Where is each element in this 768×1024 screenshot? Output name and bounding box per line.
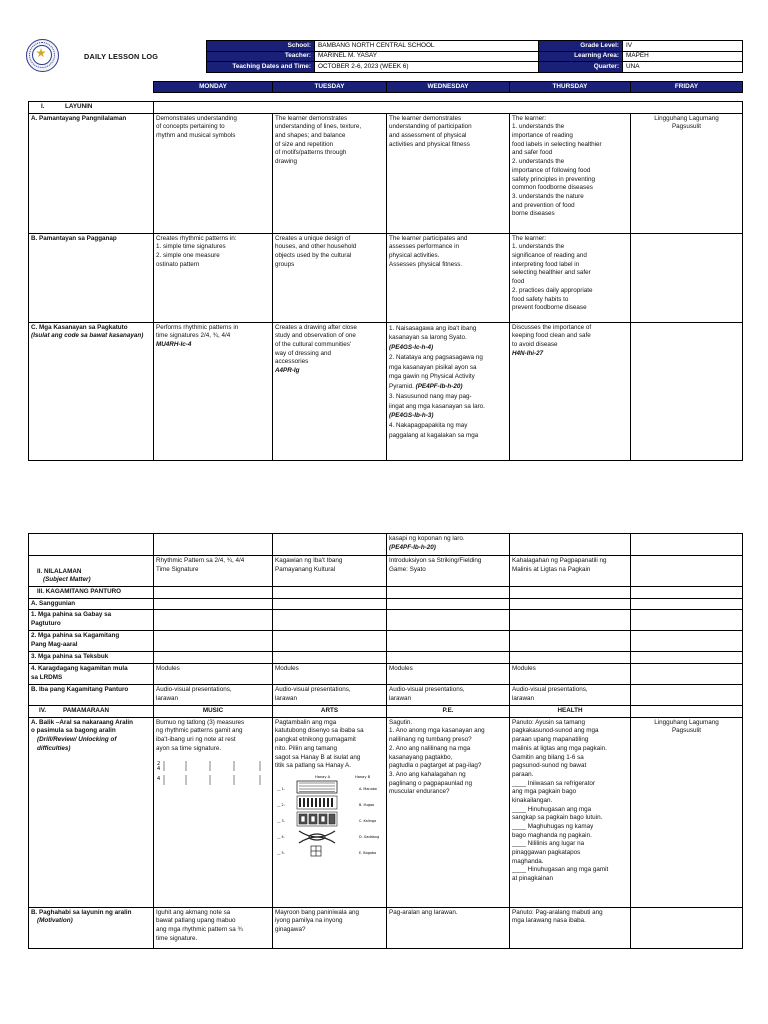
- design-1-icon: [297, 781, 337, 793]
- hanay-a-label: Hanay A: [315, 774, 331, 779]
- row-label-sanggunian: A. Sanggunian: [29, 598, 154, 610]
- hanay-b-choice-e: E. Bagobo: [359, 850, 377, 855]
- cell-motivation-fri: [631, 907, 743, 948]
- cell-content-std-fri: Lingguhang Lagumang Pagsusulit: [631, 113, 743, 233]
- row-label-gabay-pagtuturo: 1. Mga pahina sa Gabay sa Pagtuturo: [29, 610, 154, 631]
- row-label-balik-aral: A. Balik –Aral sa nakaraang Aralin o pasimula sa bagong aralin (Drill/Review/ Unlocking of difficulties): [29, 717, 154, 907]
- code-wed-2: (PE4PF-Ib-h-20): [415, 383, 463, 391]
- svg-text:4: 4: [157, 775, 161, 782]
- design-3-icon: [297, 812, 337, 826]
- day-thursday: THURSDAY: [510, 82, 631, 93]
- hanay-b-label: Hanay B: [355, 774, 371, 779]
- row-label-iba-pang-kagamitan: B. Iba pang Kagamitang Panturo: [29, 685, 154, 706]
- svg-text:4: 4: [157, 765, 161, 772]
- hanay-b-choice-c: C. Kalinga: [359, 818, 377, 823]
- day-friday: FRIDAY: [631, 82, 743, 93]
- hanay-b-choice-b: B. Ifugao: [359, 802, 375, 807]
- code-wed-4: (PE4PF-Ib-h-20): [389, 543, 436, 551]
- svg-text:__ 5.: __ 5.: [277, 850, 285, 855]
- cell-subject-wed: Introduksiyon sa Striking/Fielding Game: Syato: [387, 556, 510, 587]
- cell-subject-tue: Kagawian ng Iba't Ibang Pamayanang Kultural: [273, 556, 387, 587]
- section-pamamaraan-header: IV. PAMAMARAAN: [29, 706, 154, 718]
- svg-text:__ 2.: __ 2.: [277, 802, 285, 807]
- cell-review-fri: Lingguhang Lagumang Pagsusulit: [631, 717, 743, 907]
- cell-motivation-wed: Pag-aralan ang larawan.: [387, 907, 510, 948]
- quarter-label: Quarter:: [539, 62, 623, 73]
- cell-content-std-tue: The learner demonstrates understanding of lines, texture, and shapes; and balance of size and repetition of motifs/patterns through drawing: [273, 113, 387, 233]
- cell-competency-thu: Discusses the importance of keeping food clean and safe to avoid disease H4N-Ihi-27: [510, 322, 631, 460]
- hanay-b-choice-a: A. Manobo: [359, 786, 377, 791]
- lesson-log-header: [26, 38, 742, 73]
- hanay-b-choice-d: D. Gaddang: [359, 834, 380, 839]
- deped-seal-logo: [26, 39, 59, 72]
- cell-performance-tue: Creates a unique design of houses, and other household objects used by the cultural groups: [273, 233, 387, 322]
- cell-competency-tue: Creates a drawing after close study and observation of one of the cultural communities' way of dressing and accessories A4PR-Ig: [273, 322, 387, 460]
- cell-performance-fri: [631, 233, 743, 322]
- learning-area-label: Learning Area:: [539, 51, 623, 62]
- cell-content-std-mon: Demonstrates understanding of concepts pertaining to rhythm and musical symbols: [154, 113, 273, 233]
- cell-continuation-wed: kasapi ng koponan ng laro. (PE4PF-Ib-h-20): [387, 534, 510, 556]
- subject-header-arts: ARTS: [273, 706, 387, 718]
- cell-competency-mon: Performs rhythmic patterns in time signatures 2/4, ¾, 4/4 MU4RH-Ic-4: [154, 322, 273, 460]
- subject-header-health: HEALTH: [510, 706, 631, 718]
- design-4-icon: [299, 831, 335, 843]
- quarter-value: UNA: [623, 62, 743, 73]
- school-label: School:: [207, 41, 315, 52]
- lesson-plan-table-page-2: [28, 533, 743, 949]
- cell-review-wed: Sagutin. 1. Ano anong mga kasanayan ang nalilinang ng tumbang preso? 2. Ano ang nalilinang na mga kasanayang pagtakbo, pagtudla o pagtarget at pag-ilag? 3. Ano ang kahalagahan ng paglinang o pagpapaunlad ng muscular endurance?: [387, 717, 510, 907]
- cell-content-std-thu: The learner: 1. understands the importance of reading food labels in selecting healthier and safer food 2. understands the importance of following food safety principles in preventing common foodborne diseases 3. understands the nature and prevention of food borne diseases: [510, 113, 631, 233]
- row-label-paghahabi: B. Paghahabi sa layunin ng aralin (Motivation): [29, 907, 154, 948]
- cell-other-materials-tue: Audio-visual presentations, larawan: [273, 685, 387, 706]
- grade-value: IV: [623, 41, 743, 52]
- row-label-kagamitang-mag-aaral: 2. Mga pahina sa Kagamitang Pang Mag-aaral: [29, 631, 154, 652]
- cell-lrdms-mon: Modules: [154, 664, 273, 685]
- cell-subject-fri: [631, 556, 743, 587]
- svg-text:__ 4.: __ 4.: [277, 834, 285, 839]
- cell-competency-wed: 1. Naisasagawa ang iba't ibang kasanayan sa larong Syato. (PE4GS-Ic-h-4) 2. Natataya ang pagsasagawa ng mga kasanayan pisikal ayon sa mga gawin ng Physical Activity Pyramid. (PE4PF-Ib-h-20) 3. Nasusunod nang may pag- iingat ang mga kasanayan sa laro. (PE4GS-Ib-h-3) 4. Nakapagpapakita ng may paggalang at kagalakan sa mga: [387, 322, 510, 460]
- cell-performance-mon: Creates rhythmic patterns in: 1. simple time signatures 2. simple one measure ostinato pattern: [154, 233, 273, 322]
- row-label-pamantayan-sa-pagganap: B. Pamantayan sa Pagganap: [29, 233, 154, 322]
- cell-performance-wed: The learner participates and assesses performance in physical activities. Assesses physical fitness.: [387, 233, 510, 322]
- subject-header-music: MUSIC: [154, 706, 273, 718]
- objectives-table: [28, 101, 743, 461]
- section-layunin-header: I. LAYUNIN: [29, 102, 154, 114]
- design-2-icon: [297, 796, 337, 809]
- cell-performance-thu: The learner: 1. understands the significance of reading and interpreting food label in selecting healthier and safer food 2. practices daily appropriate food safety habits to prevent foodborne disease: [510, 233, 631, 322]
- cell-review-mon: Bumuo ng tatlong (3) measures ng rhythmic patterns gamit ang iba't-ibang uri ng note at rest ayon sa time signature. 2 4 4: [154, 717, 273, 907]
- cell-review-thu: Panuto: Ayusin sa tamang pagkakasunod-sunod ang mga paraan upang mapanatiling malinis at ligtas ang mga pagkain. Gamitin ang bilang 1-6 sa pagsunod-sunod ng bawat paraan. ____ Iniiwasan sa refrigerator ang mga pagkain bago kinakailangan. ____ Hinuhugasan ang mga sangkap sa pagkain bago lutuin. ____ Maghuhugas ng kamay bago maghanda ng pagkain. ____ Nililinis ang lugar na pinaggawan pagkatapos maghanda. ____ Hinuhugasan ang mga gamit at pinagkainan: [510, 717, 631, 907]
- svg-text:__ 3.: __ 3.: [277, 818, 285, 823]
- code-wed-1: (PE4GS-Ic-h-4): [389, 344, 434, 352]
- document-title: DAILY LESSON LOG: [84, 52, 159, 61]
- cell-subject-mon: Rhythmic Pattern sa 2/4, ¾, 4/4 Time Signature: [154, 556, 273, 587]
- code-mon: MU4RH-Ic-4: [156, 341, 192, 349]
- cell-motivation-thu: Panuto: Pag-aralang mabuti ang mga larawang nasa ibaba.: [510, 907, 631, 948]
- school-value: BAMBANG NORTH CENTRAL SCHOOL: [315, 41, 539, 52]
- code-wed-3: (PE4GS-Ib-h-3): [389, 412, 434, 420]
- svg-text:2: 2: [157, 760, 161, 767]
- row-label-pamantayang-pangnilalaman: A. Pamantayang Pangnilalaman: [29, 113, 154, 233]
- code-tue: A4PR-Ig: [275, 367, 300, 375]
- day-wednesday: WEDNESDAY: [387, 82, 510, 93]
- cell-lrdms-thu: Modules: [510, 664, 631, 685]
- cell-competency-fri: [631, 322, 743, 460]
- cell-lrdms-tue: Modules: [273, 664, 387, 685]
- teacher-value: MARINEL M. YASAY: [315, 51, 539, 62]
- ethnic-design-matching-figure: [275, 773, 385, 859]
- day-tuesday: TUESDAY: [273, 82, 387, 93]
- time-signature-measures-figure: [156, 757, 266, 787]
- cell-other-materials-thu: Audio-visual presentations, larawan: [510, 685, 631, 706]
- dates-value: OCTOBER 2-6, 2023 (WEEK 6): [315, 62, 539, 73]
- row-label-nilalaman: II. NILALAMAN (Subject Matter): [29, 556, 154, 587]
- cell-motivation-tue: Mayroon bang paniniwala ang iyong pamilya na inyong ginagawa?: [273, 907, 387, 948]
- info-table: [206, 40, 743, 73]
- subject-header-pe: P.E.: [387, 706, 510, 718]
- teacher-label: Teacher:: [207, 51, 315, 62]
- section-kagamitang-panturo-header: III. KAGAMITANG PANTURO: [29, 587, 154, 599]
- cell-motivation-mon: Iguhit ang akmang note sa bawat patlang upang mabuo ang mga rhythmic pattern sa ¾ time signature.: [154, 907, 273, 948]
- day-monday: MONDAY: [154, 82, 273, 93]
- row-label-teksbuk: 3. Mga pahina sa Teksbuk: [29, 652, 154, 664]
- row-label-lrdms: 4. Karagdagang kagamitan mula sa LRDMS: [29, 664, 154, 685]
- row-label-mga-kasanayan: C. Mga Kasanayan sa Pagkatuto (Isulat ang code sa bawat kasanayan): [29, 322, 154, 460]
- cell-other-materials-wed: Audio-visual presentations, larawan: [387, 685, 510, 706]
- row-label-mga-kasanayan-sub: (Isulat ang code sa bawat kasanayan): [31, 332, 144, 340]
- cell-subject-thu: Kahalagahan ng Pagpapanatili ng Malinis at Ligtas na Pagkain: [510, 556, 631, 587]
- svg-text:__ 1.: __ 1.: [277, 786, 285, 791]
- design-5-icon: [311, 846, 321, 856]
- cell-other-materials-mon: Audio-visual presentations, larawan: [154, 685, 273, 706]
- dates-label: Teaching Dates and Time:: [207, 62, 315, 73]
- grade-label: Grade Level:: [539, 41, 623, 52]
- cell-review-tue: Pagtambalin ang mga katutubong disenyo sa ibaba sa pangkat etnikong gumagamit nito. Piliin ang tamang sagot sa Hanay B at isulat ang titik sa patlang sa Hanay A. Hanay A Hanay B __ 1. __ 2. __ 3. __ 4. __ 5. A. Manobo B. Ifugao C. Kalinga D. Gaddang E. Bagobo: [273, 717, 387, 907]
- code-thu: H4N-Ihi-27: [512, 349, 544, 357]
- cell-content-std-wed: The learner demonstrates understanding of participation and assessment of physical activities and physical fitness: [387, 113, 510, 233]
- cell-lrdms-wed: Modules: [387, 664, 510, 685]
- learning-area-value: MAPEH: [623, 51, 743, 62]
- day-header-row: [153, 81, 743, 93]
